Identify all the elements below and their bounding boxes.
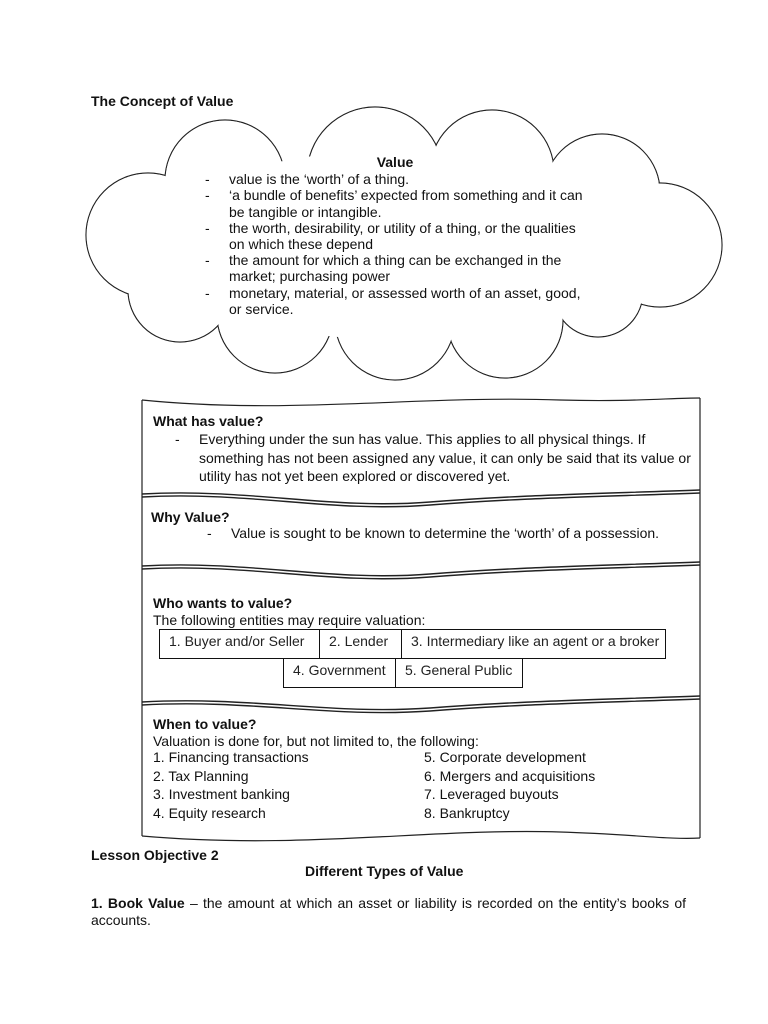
entity-cell: 5. General Public	[395, 658, 523, 688]
when-title: When to value?	[153, 716, 257, 732]
list-item: 5. Corporate development	[424, 749, 586, 765]
cloud-item: - ‘a bundle of benefits’ expected from something and it can be tangible or intangible.	[205, 187, 583, 220]
book-value-term: 1. Book Value	[91, 895, 185, 911]
when-intro: Valuation is done for, but not limited to, the following:	[153, 733, 479, 749]
entity-cell: 3. Intermediary like an agent or a broker	[401, 629, 666, 659]
why-title: Why Value?	[151, 509, 230, 525]
list-item: 2. Tax Planning	[153, 767, 249, 784]
list-item: 7. Leveraged buyouts	[424, 786, 559, 802]
cloud-item: - the worth, desirability, or utility of a thing, or the qualities on which these depend	[205, 219, 576, 253]
page-heading: The Concept of Value	[91, 93, 234, 109]
who-title: Who wants to value?	[153, 595, 293, 611]
entity-cell: 2. Lender	[319, 629, 402, 659]
when-list-right	[424, 748, 595, 822]
entity-cell: 4. Government	[283, 658, 396, 688]
when-list-left	[153, 748, 309, 822]
book-value-paragraph	[91, 895, 686, 929]
why-item: - Value is sought to be known to determine the ‘worth’ of a possession.	[207, 525, 660, 541]
who-intro: The following entities may require valuation:	[153, 612, 426, 628]
book-value-def: – the amount at which an asset or liability is recorded on the entity’s books of	[184, 895, 686, 911]
cloud-item: - value is the ‘worth’ of a thing.	[205, 171, 410, 188]
lesson-objective: Lesson Objective 2	[91, 847, 219, 863]
list-item: 4. Equity research	[153, 804, 266, 821]
list-item: 6. Mergers and acquisitions	[424, 767, 596, 784]
cloud-title: Value	[376, 154, 414, 170]
what-item: - Everything under the sun has value. This applies to all physical things. If something has not been assigned any value, it can only be said that its value or utility has not yet been explored or discovered yet.	[175, 431, 691, 484]
list-item: 1. Financing transactions	[153, 749, 309, 765]
types-title: Different Types of Value	[305, 863, 464, 879]
cloud-item: - the amount for which a thing can be exchanged in the market; purchasing power	[205, 252, 562, 285]
list-item: 8. Bankruptcy	[424, 804, 510, 821]
entity-cell: 1. Buyer and/or Seller	[159, 629, 320, 659]
what-title: What has value?	[153, 413, 264, 429]
list-item: 3. Investment banking	[153, 786, 290, 802]
book-value-def-cont: accounts.	[91, 912, 151, 928]
cloud-item: - monetary, material, or assessed worth of an asset, good, or service.	[205, 284, 581, 317]
